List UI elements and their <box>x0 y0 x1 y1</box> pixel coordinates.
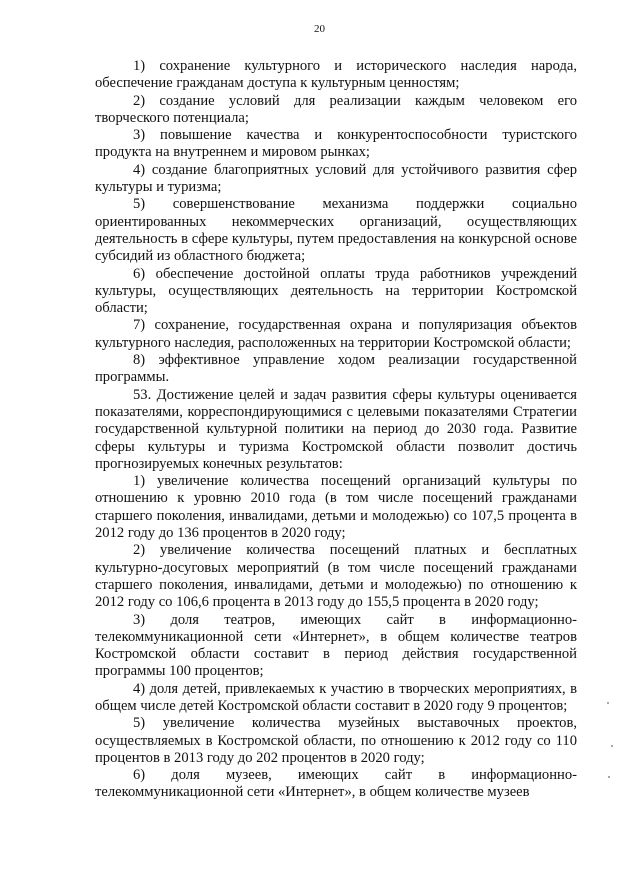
paragraph-6: 6) обеспечение достойной оплаты труда работников учреждений культуры, осуществляющих деятельность на территории Костромской области; <box>95 265 577 317</box>
page-number: 20 <box>314 23 325 35</box>
result-5: 5) увеличение количества музейных выставочных проектов, осуществляемых в Костромской области, по отношению к 2012 году со 110 процентов в 2013 году до 202 процентов в 2020 году; <box>95 715 577 766</box>
paragraph-8: 8) эффективное управление ходом реализации государственной программы. <box>95 352 577 386</box>
paragraph-5: 5) совершенствование механизма поддержки социально ориентированных некоммерческих организаций, осуществляющих деятельность в сфере культуры, путем предоставления на конкурсной основе субсидий из областного бюджета; <box>95 196 577 265</box>
result-1: 1) увеличение количества посещений организаций культуры по отношению к уровню 2010 года (в том числе посещений гражданами старшего поколения, инвалидами, детьми и молодежью) со 107,5 процента в 2012 году до 136 процентов в 2020 году; <box>95 473 577 542</box>
paragraph-7: 7) сохранение, государственная охрана и популяризация объектов культурного наследия, расположенных на территории Костромской области; <box>95 317 577 351</box>
paragraph-53: 53. Достижение целей и задач развития сферы культуры оценивается показателями, корреспондирующимися с целевыми показателями Стратегии государственной культурной политики на период до 2030 года. Развитие сферы культуры и туризма Костромской области позволит достичь прогнозируемых конечных результатов: <box>95 386 577 472</box>
scan-speck <box>611 745 613 747</box>
paragraph-3: 3) повышение качества и конкурентоспособности туристского продукта на внутреннем и мировом рынках; <box>95 127 577 161</box>
result-3: 3) доля театров, имеющих сайт в информационно-телекоммуникационной сети «Интернет», в общем количестве театров Костромской области составит в период действия государственной программы 100 процентов; <box>95 611 577 680</box>
scan-speck <box>607 702 609 704</box>
scan-speck <box>608 776 610 778</box>
result-6: 6) доля музеев, имеющих сайт в информационно-телекоммуникационной сети «Интернет», в общем количестве музеев <box>95 767 577 801</box>
result-4: 4) доля детей, привлекаемых к участию в творческих мероприятиях, в общем числе детей Костромской области составит в 2020 году 9 процентов; <box>95 680 577 714</box>
result-2: 2) увеличение количества посещений платных и бесплатных культурно-досуговых мероприятий (в том числе посещений гражданами старшего поколения, инвалидами, детьми и молодежью) по отношению к 2012 году со 106,6 процента в 2013 году до 155,5 процента в 2020 году; <box>95 542 577 611</box>
paragraph-4: 4) создание благоприятных условий для устойчивого развития сфер культуры и туризма; <box>95 161 577 196</box>
paragraph-2: 2) создание условий для реализации каждым человеком его творческого потенциала; <box>95 92 577 126</box>
body-text <box>95 58 577 802</box>
paragraph-1: 1) сохранение культурного и исторического наследия народа, обеспечение гражданам доступа к культурным ценностям; <box>95 58 577 92</box>
